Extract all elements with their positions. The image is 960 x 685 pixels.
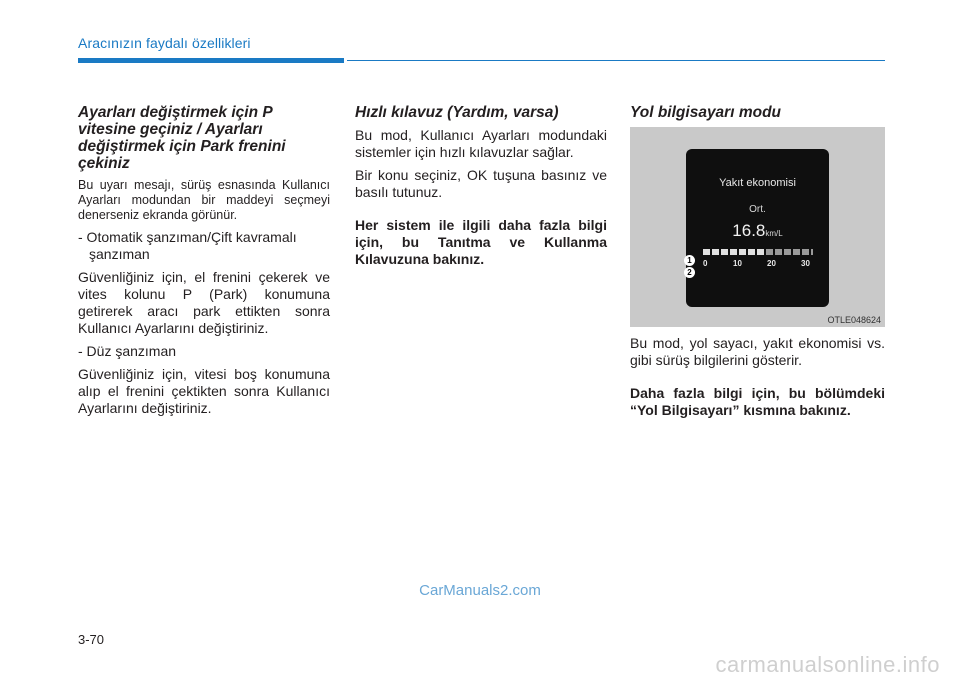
paragraph-automatic: Güvenliğiniz için, el frenini çekerek ve vites kolunu P (Park) konumuna getirerek aracı park ettikten sonra Kullanıcı Ayarlarını değiştiriniz. (78, 269, 330, 336)
cluster-figure (630, 127, 885, 327)
column-left (78, 104, 330, 423)
heading-quick-guide: Hızlı kılavuz (Yardım, varsa) (355, 104, 559, 121)
list-item-automatic: - Otomatik şanzıman/Çift kavramalı şanzıman (78, 229, 297, 262)
tick-label: 0 (703, 259, 708, 268)
callout-marker-2: 2 (684, 267, 695, 278)
column-right (630, 104, 885, 425)
tick-label: 10 (733, 259, 742, 268)
value-unit: km/L (765, 229, 783, 238)
page-number: 3-70 (78, 632, 105, 647)
paragraph-manual: Güvenliğiniz için, vitesi boş konumuna alıp el frenini çektikten sonra Kullanıcı Ayarlarını değiştiriniz. (78, 366, 330, 416)
heading-trip-computer: Yol bilgisayarı modu (630, 104, 782, 121)
figure-code: OTLE048624 (827, 315, 881, 325)
callout-marker-1: 1 (684, 255, 695, 266)
header-rule-thick (78, 58, 344, 63)
value-number: 16.8 (732, 221, 766, 240)
fuel-economy-value (686, 221, 829, 241)
screen-title: Yakıt ekonomisi (719, 177, 796, 189)
footer-watermark: carmanualsonline.info (715, 652, 940, 677)
cluster-screen (686, 149, 829, 307)
screen-subtitle: Ort. (749, 204, 766, 215)
list-item-manual: - Düz şanzıman (78, 343, 177, 359)
paragraph-quick-guide: Bu mod, Kullanıcı Ayarları modundaki sistemler için hızlı kılavuzlar sağlar. (355, 127, 607, 160)
heading-change-settings: Ayarları değiştirmek için P vitesine geçiniz / Ayarları değiştirmek için Park frenini çekiniz (78, 104, 286, 172)
tick-label: 30 (801, 259, 810, 268)
tick-label: 20 (767, 259, 776, 268)
header-rule-thin (347, 60, 885, 61)
note-trip-computer: Daha fazla bilgi için, bu bölümdeki “Yol Bilgisayarı” kısmına bakınız. (630, 385, 885, 418)
watermark-link[interactable]: CarManuals2.com (419, 582, 541, 599)
column-middle (355, 104, 607, 274)
section-title: Aracınızın faydalı özellikleri (78, 35, 251, 51)
gauge-fill (703, 249, 765, 255)
paragraph-trip-computer: Bu mod, yol sayacı, yakıt ekonomisi vs. gibi sürüş bilgilerini gösterir. (630, 335, 885, 368)
paragraph-select-topic: Bir konu seçiniz, OK tuşuna basınız ve basılı tutunuz. (355, 167, 607, 200)
intro-paragraph: Bu uyarı mesajı, sürüş esnasında Kullanıcı Ayarları modundan bir maddeyi seçmeyi denerseniz ekranda görünür. (78, 178, 330, 222)
note-more-info: Her sistem ile ilgili daha fazla bilgi için, bu Tanıtma ve Kullanma Kılavuzuna bakınız. (355, 217, 607, 267)
